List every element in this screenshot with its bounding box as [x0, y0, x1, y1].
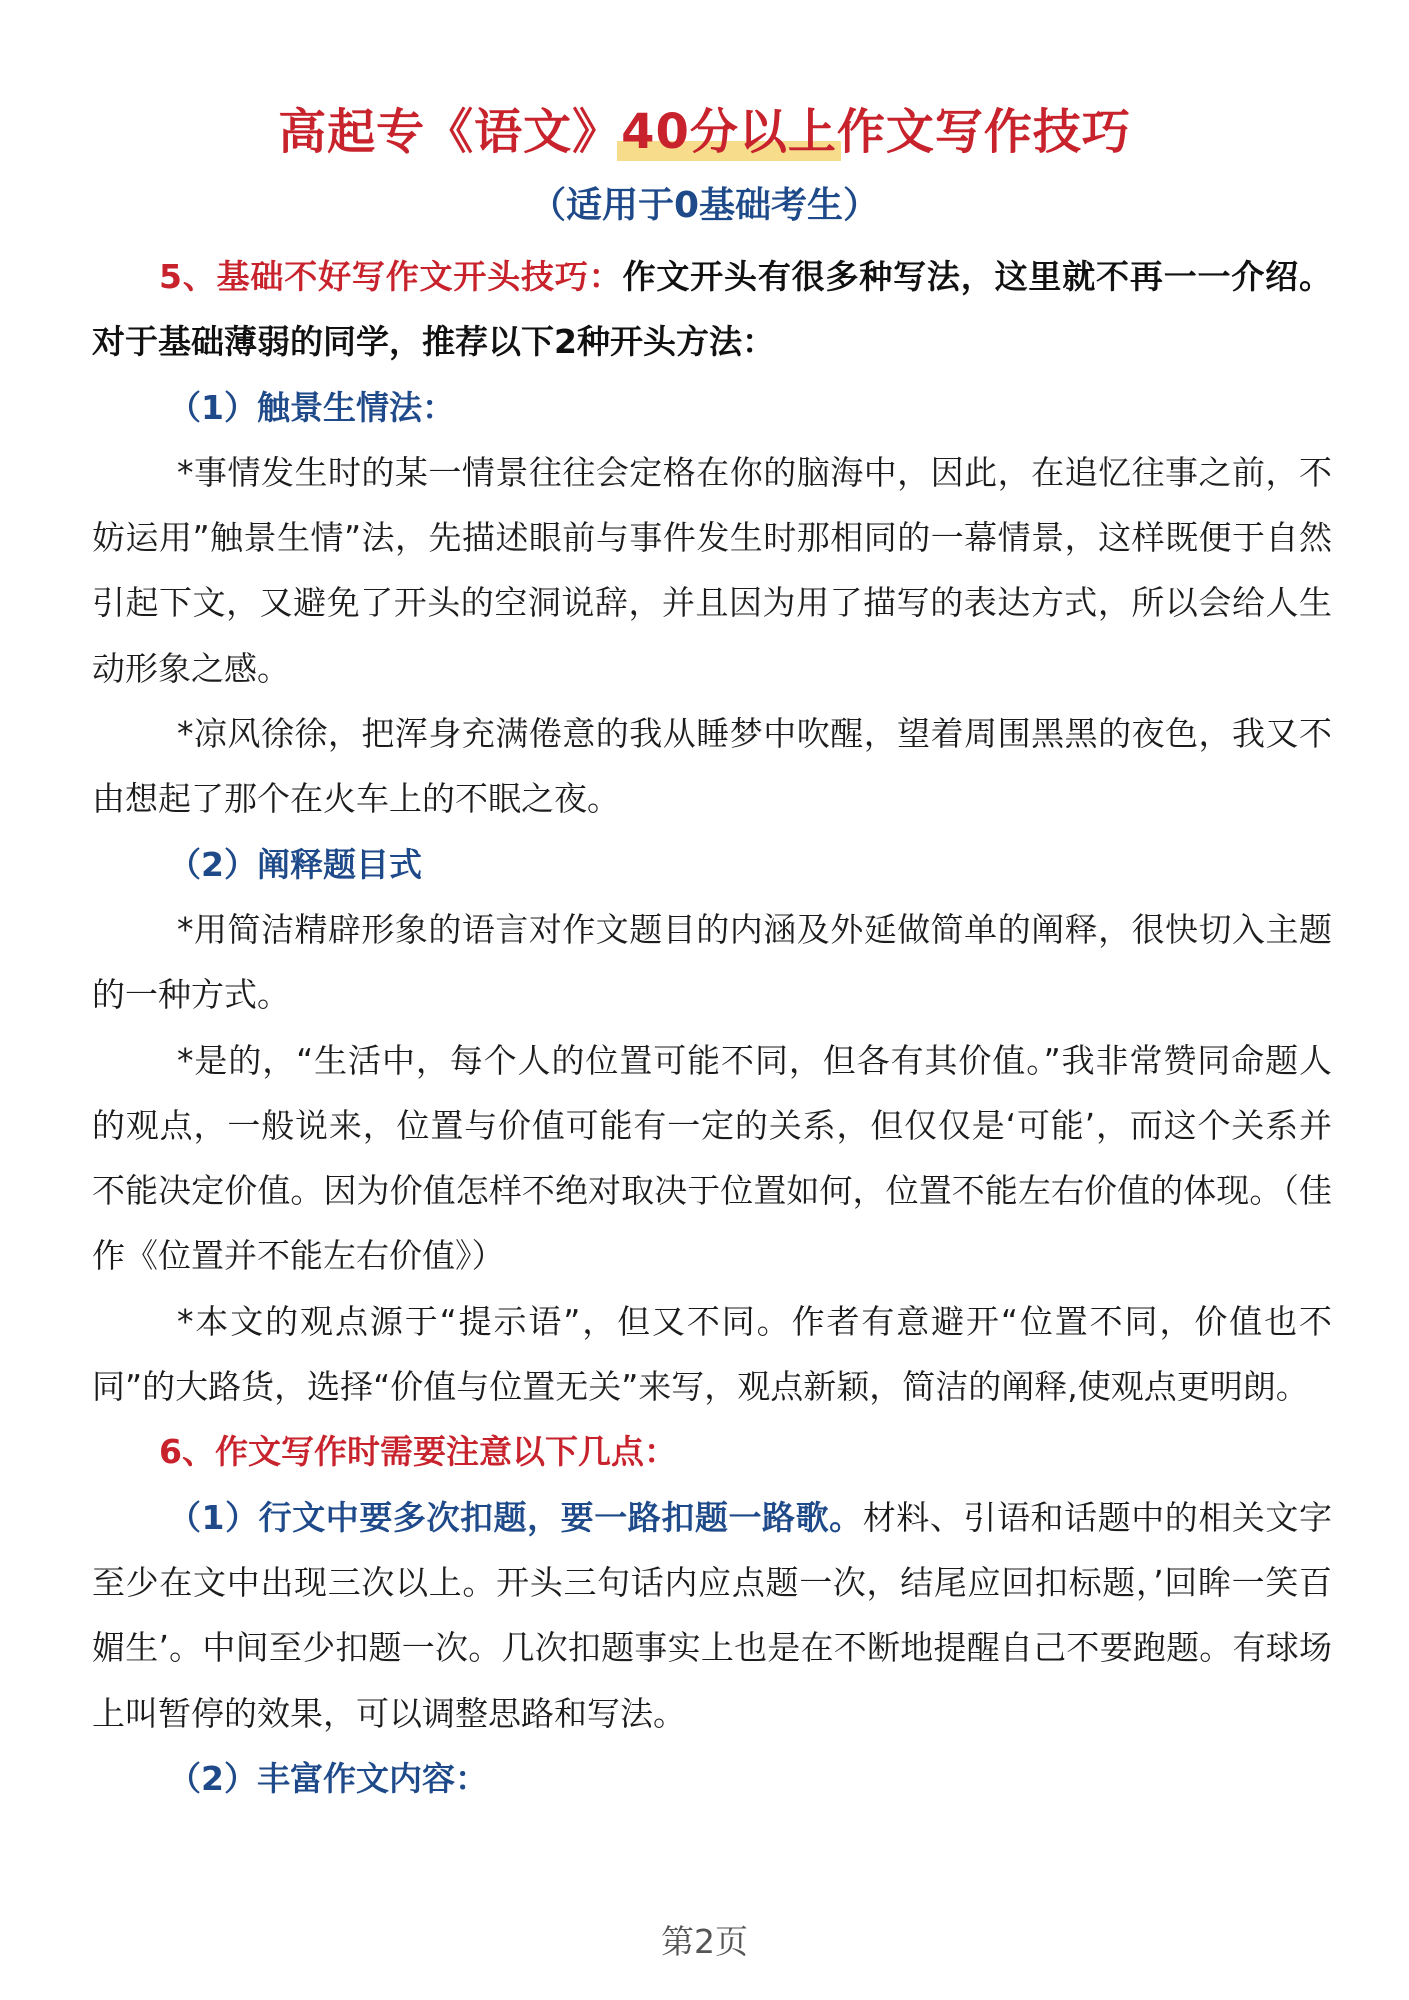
section-6-heading: 6、作文写作时需要注意以下几点： — [159, 1432, 677, 1472]
section-6-point-1 — [92, 1485, 1332, 1746]
page-number: 第2页 — [661, 1922, 748, 1961]
page-title — [0, 95, 1409, 169]
method-2-heading: （2）阐释题目式 — [168, 844, 422, 884]
title-prefix: 高起专《语文》 — [278, 104, 622, 160]
method-1-heading: （1）触景生情法： — [168, 387, 455, 427]
title-suffix: 作文写作技巧 — [836, 104, 1131, 160]
section-5-heading: 5、基础不好写作文开头技巧： — [159, 257, 623, 296]
method-2-paragraph-1: *用简洁精辟形象的语言对作文题目的内涵及外延做简单的阐释，很快切入主题的一种方式。 — [92, 909, 1332, 1015]
method-1-paragraph-1: *事情发生时的某一情景往往会定格在你的脑海中，因此，在追忆往事之前，不妨运用”触景生情”法，先描述眼前与事件发生时那相同的一幕情景，这样既便于自然引起下文，又避免了开头的空洞说辞，并且因为用了描写的表达方式，所以会给人生动形象之感。 — [92, 452, 1332, 688]
method-2-paragraph-3: *本文的观点源于“提示语”，但又不同。作者有意避开“位置不同，价值也不同”的大路货，选择“价值与位置无关”来写，观点新颖，简洁的阐释,使观点更明朗。 — [92, 1301, 1332, 1407]
page-subtitle: （适用于0基础考生） — [529, 185, 880, 226]
method-1-paragraph-2: *凉风徐徐，把浑身充满倦意的我从睡梦中吹醒，望着周围黑黑的夜色，我又不由想起了那个在火车上的不眠之夜。 — [92, 714, 1332, 819]
point-2-heading: （2）丰富作文内容： — [168, 1758, 488, 1798]
section-5-intro — [92, 244, 1332, 375]
method-2-paragraph-2: *是的，“生活中，每个人的位置可能不同，但各有其价值。”我非常赞同命题人的观点，一般说来，位置与价值可能有一定的关系，但仅仅是‘可能’，而这个关系并不能决定价值。因为价值怎样不绝对取决于位置如何，位置不能左右价值的体现。（佳作《位置并不能左右价值》） — [92, 1040, 1332, 1276]
point-1-text: 材料、引语和话题中的相关文字至少在文中出现三次以上。开头三句话内应点题一次，结尾应回扣标题，’回眸一笑百媚生’。中间至少扣题一次。几次扣题事实上也是在不断地提醒自己不要跑题。有球场上叫暂停的效果，可以调整思路和写法。 — [92, 1497, 1332, 1733]
point-1-heading: （1）行文中要多次扣题，要一路扣题一路歌。 — [168, 1497, 863, 1537]
document-body — [92, 244, 1332, 1811]
title-highlight: 40分以上 — [621, 95, 837, 169]
section-5-intro-text: 作文开头有很多种写法，这里就不再一一介绍。对于基础薄弱的同学，推荐以下2种开头方法： — [92, 257, 1333, 362]
